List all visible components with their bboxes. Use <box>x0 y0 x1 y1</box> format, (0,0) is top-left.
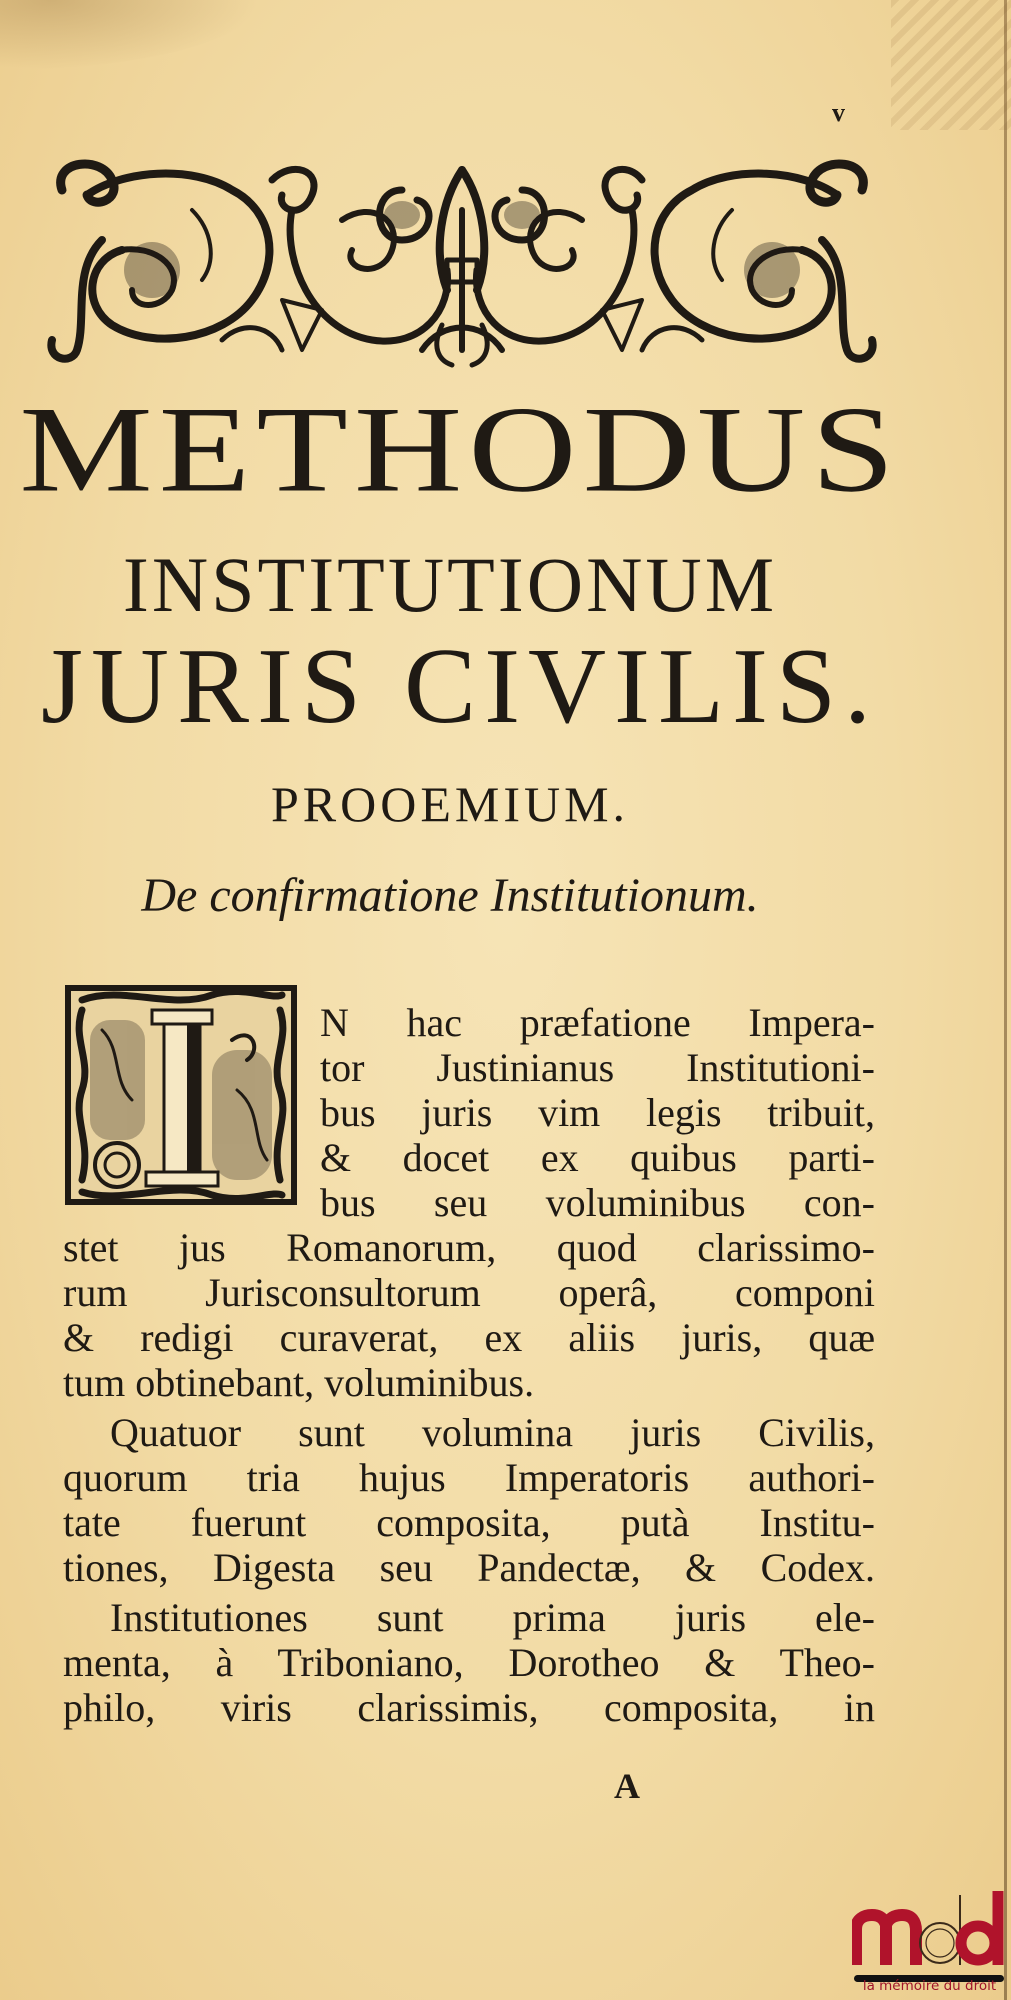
page-edge <box>1004 0 1007 2000</box>
ornament-headpiece-icon <box>42 150 882 370</box>
body-line: tum obtinebant, voluminibus. <box>63 1360 535 1405</box>
body-line: quorum tria hujus Imperatoris authori- <box>63 1455 875 1500</box>
body-line: bus juris vim legis tribuit, <box>320 1090 875 1135</box>
title-institutionum: INSTITUTIONUM <box>122 541 778 628</box>
decorated-initial-icon <box>62 980 300 1208</box>
body-line: tate fuerunt composita, putà Institu- <box>63 1500 875 1545</box>
body-line: rum Jurisconsultorum operâ, componi <box>63 1270 875 1315</box>
title-juris-civilis: JURIS CIVILIS. <box>40 627 880 746</box>
title-methodus: METHODUS <box>19 381 901 518</box>
body-line: tor Justinianus Institutioni- <box>320 1045 875 1090</box>
body-line: Institutiones sunt prima juris ele- <box>110 1595 875 1640</box>
body-line: Quatuor sunt volumina juris Civilis, <box>110 1410 875 1455</box>
body-line: philo, viris clarissimis, composita, in <box>63 1685 875 1730</box>
page-curl <box>891 0 1011 130</box>
body-line: stet jus Romanorum, quod clarissimo- <box>63 1225 875 1270</box>
body-line: bus seu voluminibus con- <box>320 1180 875 1225</box>
body-line: N hac præfatione Impera- <box>320 1000 875 1045</box>
section-subtitle: De confirmatione Institutionum. <box>141 869 759 922</box>
body-line: menta, à Triboniano, Dorotheo & Theo- <box>63 1640 875 1685</box>
gathering-signature: A <box>614 1766 640 1806</box>
body-line: & redigi curaverat, ex aliis juris, quæ <box>63 1315 875 1360</box>
page-signature-mark: v <box>832 98 845 127</box>
section-heading-prooemium: PROOEMIUM. <box>270 776 630 832</box>
body-line: & docet ex quibus parti- <box>320 1135 875 1180</box>
logo-caption: la mémoire du droit <box>862 1978 997 1994</box>
body-line: tiones, Digesta seu Pandectæ, & Codex. <box>63 1545 875 1590</box>
